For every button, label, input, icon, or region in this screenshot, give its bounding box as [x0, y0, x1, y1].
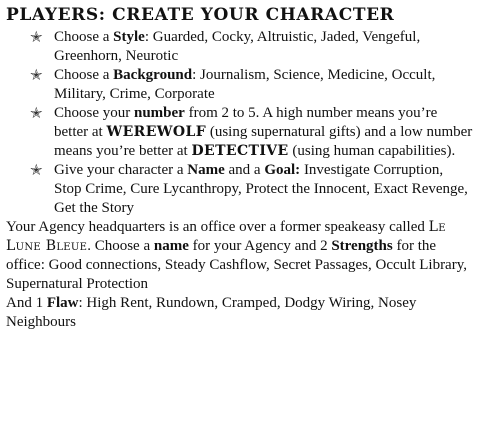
star-icon: ✭ — [30, 28, 43, 46]
werewolf-term: WEREWOLF — [106, 124, 207, 140]
list-item-name-goal — [30, 161, 474, 218]
flaw-keyword: Flaw — [46, 295, 79, 311]
agency-text: for your Agency and 2 — [188, 238, 332, 254]
step-keyword: Background — [113, 67, 193, 83]
star-icon: ✭ — [30, 161, 43, 179]
step-text: : Guarded, Cocky, Altruistic, Jaded, Vengeful, Greenhorn, Neurotic — [54, 29, 421, 64]
star-icon: ✭ — [30, 66, 43, 84]
list-item-number — [30, 104, 474, 161]
agency-keyword: Strengths — [331, 238, 393, 254]
step-keyword: Style — [113, 29, 145, 45]
agency-paragraph — [6, 218, 474, 294]
agency-text: Your Agency headquarters is an office over a former speakeasy called — [6, 219, 429, 235]
character-steps-list — [6, 28, 474, 218]
step-text: (using supernatural gifts) and a low number means you’re better at — [54, 124, 473, 159]
list-item-style — [30, 28, 474, 66]
document-page — [6, 4, 474, 332]
flaw-text: And 1 — [6, 295, 47, 311]
step-text: Give your character a — [54, 162, 188, 178]
step-text: Choose a — [54, 29, 114, 45]
step-keyword: number — [134, 105, 185, 121]
section-heading: PLAYERS: CREATE YOUR CHARACTER — [6, 5, 395, 25]
step-text: Investigate Corruption, Stop Crime, Cure Lycanthropy, Protect the Innocent, Exact Revenge, Get the Story — [54, 162, 468, 216]
step-text: and a — [224, 162, 265, 178]
star-icon: ✭ — [30, 104, 43, 122]
step-keyword: Goal: — [264, 162, 301, 178]
agency-text: for the office: Good connections, Steady Cashflow, Secret Passages, Occult Library, Supernatural Protection — [6, 238, 467, 292]
flaw-text: : High Rent, Rundown, Cramped, Dodgy Wiring, Nosey Neighbours — [6, 295, 417, 330]
step-text: Choose a — [54, 67, 114, 83]
step-text: : Journalism, Science, Medicine, Occult, Military, Crime, Corporate — [54, 67, 436, 102]
step-text: from 2 to 5. A high number means you’re better at — [54, 105, 438, 140]
flaw-paragraph — [6, 294, 474, 332]
agency-text: . Choose a — [87, 238, 154, 254]
detective-term: DETECTIVE — [191, 143, 289, 159]
step-text: Choose your — [54, 105, 134, 121]
list-item-background — [30, 66, 474, 104]
agency-keyword: name — [153, 238, 189, 254]
speakeasy-name: Le Lune Bleue — [6, 219, 446, 254]
step-text: (using human capabilities). — [288, 143, 456, 159]
step-keyword: Name — [187, 162, 225, 178]
